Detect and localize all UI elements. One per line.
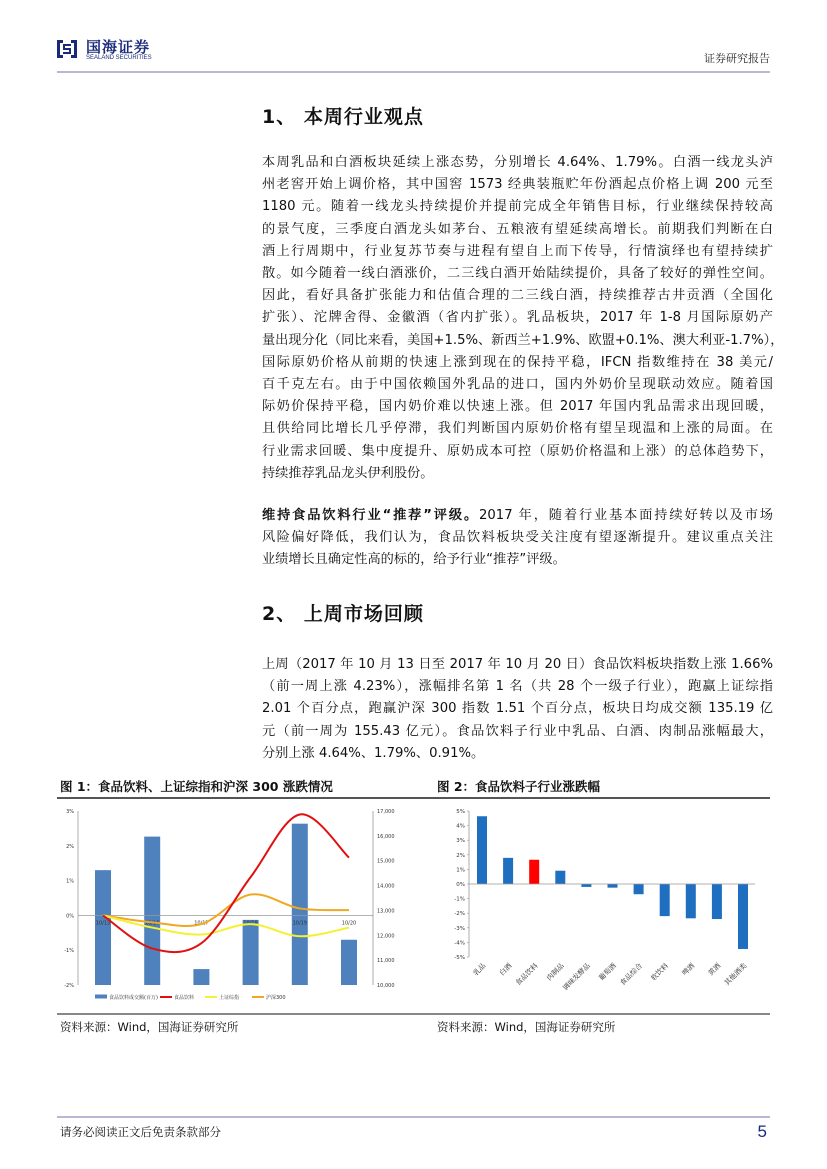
figure-2-title: 图 2：食品饮料子行业涨跌幅: [437, 779, 601, 794]
legend-label: 上证综指: [219, 995, 240, 1001]
logo-text: 国海证券: [86, 38, 151, 56]
x-axis-label: 啤酒: [680, 961, 697, 978]
paragraph-line: 2017 年，随着行业基本面持续好转以及市场: [479, 508, 773, 523]
paragraph-line: 分别上涨 4.64%、1.79%、0.91%。: [262, 745, 485, 761]
y-axis-tick: 3%: [456, 838, 465, 845]
x-axis-tick: 10/19: [292, 920, 308, 927]
source-divider: [57, 1013, 770, 1015]
left-axis-tick: -2%: [64, 983, 74, 989]
legend-label: 沪深300: [266, 995, 286, 1001]
footer-divider: [57, 1116, 770, 1118]
volume-bar: [95, 870, 111, 985]
paragraph-line: 百千克左右。由于中国依赖国外乳品的进口，国内外奶价呈现联动效应。随着国: [262, 377, 773, 393]
paragraph-line: 2.01 个百分点，跑赢沪深 300 指数 1.51 个百分点，板块日均成交额 135.19 亿: [262, 701, 773, 717]
subsector-bar: [529, 860, 539, 884]
x-axis-label: 乳品: [471, 961, 488, 978]
paragraph-line: 持续推荐乳品龙头伊利股份。: [262, 465, 434, 481]
series-line-1: [103, 814, 349, 952]
y-axis-tick: 2%: [456, 852, 465, 859]
right-axis-tick: 15,000: [377, 858, 395, 865]
paragraph-line: 元（前一周为 155.43 亿元）。食品饮料子行业中乳品、白酒、肉制品涨幅最大，: [262, 723, 773, 739]
y-axis-tick: 5%: [456, 809, 465, 815]
y-axis-tick: -4%: [454, 940, 465, 947]
rating-bold-text: 维持食品饮料行业“推荐”评级。: [262, 508, 480, 523]
subsector-bar: [477, 816, 487, 884]
paragraph-line: 的景气度，三季度白酒龙头如茅台、五粮液有望延续高增长。前期我们判断在白: [262, 221, 773, 237]
x-axis-tick: 10/18: [243, 920, 258, 927]
left-axis-tick: -1%: [64, 948, 74, 955]
paragraph-line: 际奶价保持平稳，国内奶价难以快速上涨。但 2017 年国内乳品需求出现回暖，: [262, 399, 773, 415]
paragraph-line: 国际原奶价格从前期的快速上涨到现在的保持平稳，IFCN 指数维持在 38 美元/: [262, 354, 773, 370]
y-axis-tick: 1%: [456, 867, 465, 874]
paragraph-line: 量出现分化（同比来看，美国+1.5%、新西兰+1.9%、欧盟+0.1%、澳大利亚-1.7%），: [262, 332, 784, 348]
y-axis-tick: -3%: [454, 925, 465, 932]
right-axis-tick: 12,000: [377, 933, 395, 940]
figure-1-title: 图 1：食品饮料、上证综指和沪深 300 涨跌情况: [60, 779, 333, 794]
left-axis-tick: 3%: [66, 809, 74, 815]
right-axis-tick: 14,000: [377, 883, 395, 890]
paragraph-line: 散。如今随着一线白酒涨价，二三线白酒开始陆续提价，具备了较好的弹性空间。: [262, 266, 773, 282]
report-type-label: 证券研究报告: [704, 52, 770, 65]
paragraph-line: 州老窖开始上调价格，其中国窖 1573 经典装瓶贮年份酒起点价格上调 200 元至: [262, 177, 773, 193]
volume-bar: [292, 824, 308, 985]
paragraph-line: 风险偏好降低，我们认为，食品饮料板块受关注度有望逐渐提升。建议重点关注: [262, 530, 773, 546]
paragraph-line: 因此，看好具备扩张能力和估值合理的二三线白酒，持续推荐古井贡酒（全国化: [262, 288, 773, 304]
paragraph-line: 1180 元。随着一线龙头持续提价并提前完成全年销售目标，行业继续保持较高: [262, 199, 773, 215]
left-axis-tick: 0%: [66, 913, 74, 920]
figure-2-source: 资料来源：Wind，国海证券研究所: [437, 1020, 616, 1034]
left-axis-tick: 1%: [66, 878, 74, 885]
legend-label: 食品饮料: [174, 995, 195, 1001]
figure-1-source: 资料来源：Wind，国海证券研究所: [60, 1020, 239, 1034]
subsector-bar: [712, 884, 722, 919]
disclaimer-note: 请务必阅读正文后免责条款部分: [60, 1125, 221, 1139]
x-axis-label: 调味发酵品: [561, 961, 592, 993]
volume-bar: [193, 969, 209, 985]
paragraph-line: 上周（2017 年 10 月 13 日至 2017 年 10 月 20 日）食品饮料板块指数上涨 1.66%: [262, 657, 773, 672]
subsector-bar: [686, 884, 696, 918]
paragraph-line: 行业需求回暖、集中度提升、原奶成本可控（原奶价格温和上涨）的总体趋势下，: [262, 443, 773, 459]
series-line-2: [103, 915, 349, 936]
section-heading-2: 2、 上周市场回顾: [262, 603, 424, 625]
subsector-bar: [634, 884, 644, 894]
y-axis-tick: -5%: [454, 955, 465, 961]
series-line-3: [103, 894, 349, 926]
volume-bar: [144, 837, 160, 985]
logo-english-text: SEALAND SECURITIES: [86, 55, 152, 61]
x-axis-label: 其他酒类: [722, 961, 749, 988]
y-axis-tick: -1%: [454, 896, 465, 903]
subsector-bar: [660, 884, 670, 916]
x-axis-label: 黄酒: [706, 961, 723, 978]
right-axis-tick: 17,000: [377, 809, 395, 815]
paragraph-line: 业绩增长且确定性高的标的，给予行业“推荐”评级。: [262, 552, 566, 568]
subsector-bar: [738, 884, 748, 949]
volume-bar: [243, 920, 259, 985]
page-number: 5: [757, 1122, 767, 1141]
left-axis-tick: 2%: [66, 843, 74, 850]
section-heading-1: 1、 本周行业观点: [262, 106, 424, 128]
subsector-bar: [503, 858, 513, 884]
right-axis-tick: 11,000: [377, 958, 395, 965]
right-axis-tick: 13,000: [377, 908, 395, 915]
y-axis-tick: 4%: [456, 823, 465, 830]
paragraph-line: 扩张）、沱牌舍得、金徽酒（省内扩张）。乳品板块，2017 年 1-8 月国际原奶产: [262, 310, 773, 326]
y-axis-tick: 0%: [456, 882, 465, 888]
subsector-bar: [581, 884, 591, 887]
legend-swatch: [95, 995, 107, 999]
x-axis-tick: 10/16: [144, 920, 160, 927]
x-axis-label: 食品饮料: [514, 961, 540, 988]
x-axis-label: 白酒: [497, 961, 514, 978]
right-axis-tick: 10,000: [377, 983, 395, 989]
paragraph-line: 且供给同比增长几乎停滞，我们判断国内原奶价格有望呈现温和上涨的局面。在: [262, 421, 773, 437]
y-axis-tick: -2%: [454, 911, 465, 918]
right-axis-tick: 16,000: [377, 833, 395, 840]
volume-bar: [341, 940, 357, 985]
legend-label: 食品饮料成交额(百万): [109, 995, 158, 1001]
paragraph-line: 酒上行周期中，行业复苏节奏与进程有望自上而下传导，行情演绎也有望持续扩: [262, 243, 773, 259]
paragraph-line: 本周乳品和白酒板块延续上涨态势，分别增长 4.64%、1.79%。白酒一线龙头泸: [262, 155, 773, 170]
x-axis-tick: 10/20: [341, 920, 357, 927]
x-axis-label: 食品综合: [618, 961, 645, 988]
subsector-bar: [555, 871, 565, 884]
subsector-bar: [608, 884, 618, 888]
x-axis-label: 软饮料: [649, 961, 671, 983]
x-axis-tick: 10/17: [194, 920, 209, 927]
paragraph-line: （前一周上涨 4.23%），涨幅排名第 1 名（共 28 个一级子行业），跑赢上证综指: [262, 679, 773, 695]
x-axis-label: 肉制品: [545, 961, 566, 983]
x-axis-label: 葡萄酒: [597, 961, 618, 983]
x-axis-tick: 10/13: [95, 920, 111, 927]
